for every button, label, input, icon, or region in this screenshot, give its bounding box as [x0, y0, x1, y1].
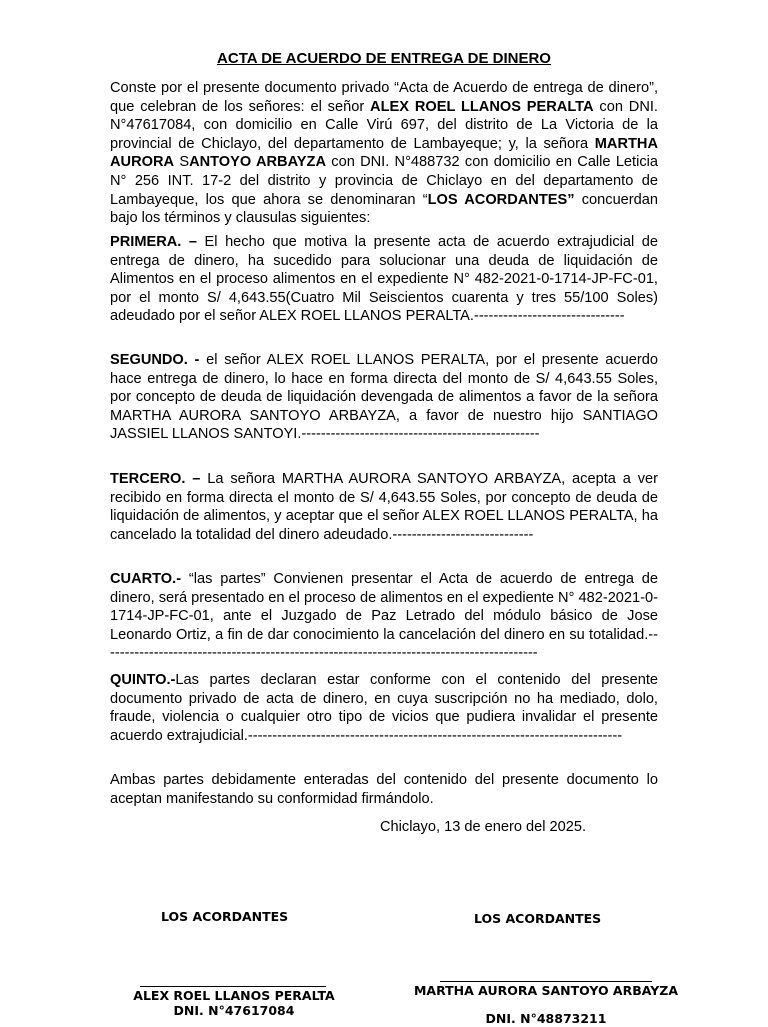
- clause-label: CUARTO.-: [110, 571, 182, 587]
- right-signature-heading: LOS ACORDANTES: [474, 911, 602, 926]
- clause-primera: [110, 233, 658, 326]
- intro-text-1: Conste por el presente documento privado “Acta de Acuerdo de entrega de dinero”, que celebran de los señores: el señor: [110, 80, 658, 115]
- intro-text-3: S: [174, 154, 190, 171]
- clause-label: SEGUNDO. -: [110, 352, 200, 368]
- left-signer-dni: DNI. N°47617084: [173, 1003, 295, 1018]
- clause-text: “las partes” Convienen presentar el Acta de acuerdo de entrega de dinero, será presentado en el proceso de alimentos en el expediente N° 482-2021-0-1714-JP-FC-01, ante el Juzgado de Paz Letrado del módulo básico de Jose Leonardo Ortiz, a fin de dar conocimiento la cancelación del dinero en su totalidad.------------------------------------------------------------------------------------------: [110, 571, 658, 662]
- closing-paragraph: Ambas partes debidamente enteradas del contenido del presente documento lo aceptan manifestando su conformidad firmándolo.: [110, 772, 658, 807]
- clause-tercero: [110, 470, 658, 544]
- intro-surname-martha: ANTOYO ARBAYZA: [189, 154, 326, 171]
- clause-cuarto: [110, 570, 658, 663]
- intro-acordantes: LOS ACORDANTES”: [427, 191, 575, 208]
- clause-text: el señor ALEX ROEL LLANOS PERALTA, por el presente acuerdo hace entrega de dinero, lo hace en forma directa del monto de S/ 4,643.55 Soles, por concepto de deuda de liquidación devengada de alimentos a favor de la señora MARTHA AURORA SANTOYO ARBAYZA, a favor de nuestro hijo SANTIAGO JASSIEL LLANOS SANTOYI.-------------------------------------------------: [110, 352, 659, 443]
- right-signer-name: MARTHA AURORA SANTOYO ARBAYZA: [413, 983, 679, 998]
- intro-paragraph: [110, 79, 658, 228]
- document-date: Chiclayo, 13 de enero del 2025.: [380, 819, 587, 835]
- clause-label: QUINTO.-: [110, 672, 176, 688]
- clause-text: Las partes declaran estar conforme con el contenido del presente documento privado de acta de dinero, en cuya suscripción no ha mediado, dolo, fraude, violencia o cualquier otro tipo de vicios que pudiera invalidar el presente acuerdo extrajudicial.-----------------------------------------------------------------------------: [110, 672, 658, 744]
- intro-name-martha: MARTHA AURORA: [110, 135, 658, 171]
- right-signer-dni: DNI. N°48873211: [485, 1011, 607, 1026]
- clause-text: La señora MARTHA AURORA SANTOYO ARBAYZA, acepta a ver recibido en forma directa el monto de S/ 4,643.55 Soles, por concepto de deuda de liquidación de alimentos, y aceptar que el señor ALEX ROEL LLANOS PERALTA, ha cancelado la totalidad del dinero adeudado.-----------------------------: [110, 471, 658, 543]
- clause-segundo: [110, 351, 658, 444]
- intro-text-4: con DNI. N°488732 con domicilio en Calle Leticia N° 256 INT. 17-2 del distrito y provincia de Chiclayo en del departamento de Lambayeque, los que ahora se denominaran “: [110, 154, 659, 208]
- intro-text-5: concuerdan bajo los términos y clausulas siguientes:: [110, 191, 659, 227]
- intro-name-alex: ALEX ROEL LLANOS PERALTA: [370, 98, 594, 115]
- intro-text-2: con DNI. N°47617084, con domicilio en Calle Virú 697, del distrito de La Victoria de la provincial de Chiclayo, del departamento de Lambayeque; y, la señora: [110, 98, 658, 152]
- clause-quinto: [110, 671, 658, 745]
- document-title: ACTA DE ACUERDO DE ENTREGA DE DINERO: [217, 50, 551, 67]
- clause-label: PRIMERA. –: [110, 234, 198, 250]
- left-signature-heading: LOS ACORDANTES: [161, 909, 289, 924]
- clause-label: TERCERO. –: [110, 471, 201, 487]
- clause-text: El hecho que motiva la presente acta de acuerdo extrajudicial de entrega de dinero, ha sucedido para solucionar una deuda de liquidación de Alimentos en el proceso alimentos en el expediente N° 482-2021-0-1714-JP-FC-01, por el monto S/ 4,643.55(Cuatro Mil Seiscientos cuarenta y tres 55/100 Soles) adeudado por el señor ALEX ROEL LLANOS PERALTA.-------------------------------: [110, 234, 658, 325]
- left-signer-name: ALEX ROEL LLANOS PERALTA: [133, 988, 335, 1003]
